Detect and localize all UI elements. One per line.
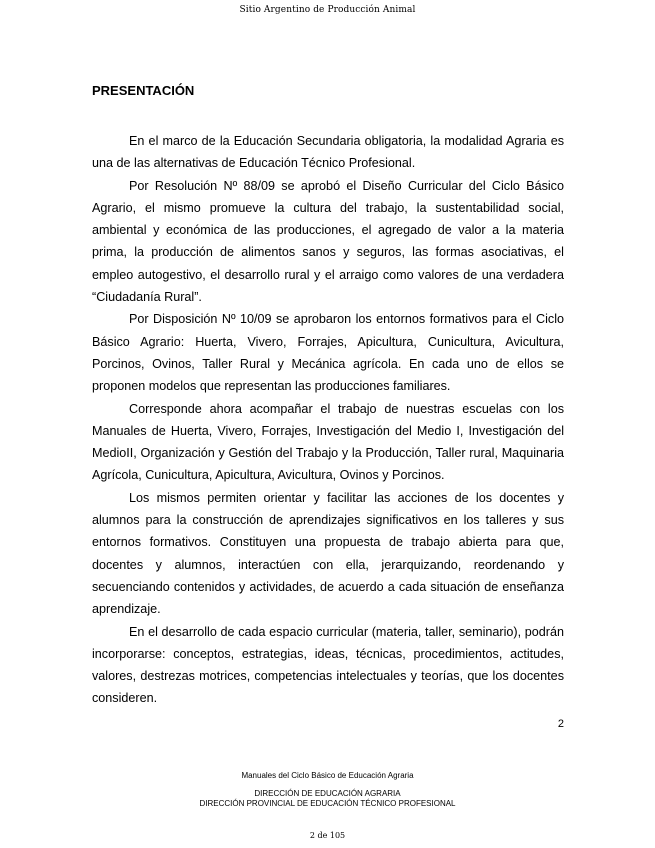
paragraph-4: Corresponde ahora acompañar el trabajo de nuestras escuelas con los Manuales de Huerta, Vivero, Forrajes, Investigación del Medio I, Investigación del MedioII, Organización y Gestión del Trabajo y la Producción, Taller rural, Maquinaria Agrícola, Cunicultura, Apicultura, Avicultura, Ovinos y Porcinos. <box>92 401 564 483</box>
paragraph-6: En el desarrollo de cada espacio curricular (materia, taller, seminario), podrán incorporarse: conceptos, estrategias, ideas, técnicas, procedimientos, actitudes, valores, destrezas motrices, competencias intelectuales y teorías, que los docentes consideren. <box>92 624 564 706</box>
paragraph-1: En el marco de la Educación Secundaria obligatoria, la modalidad Agraria es una de las alternativas de Educación Técnico Profesional. <box>92 134 564 171</box>
page-number: 2 <box>557 718 564 730</box>
paragraph-3: Por Disposición Nº 10/09 se aprobaron los entornos formativos para el Ciclo Básico Agrario: Huerta, Vivero, Forrajes, Apicultura, Cunicultura, Avicultura, Porcinos, Ovinos, Taller Rural y Mecánica agrícola. En cada uno de ellos se proponen modelos que representan las producciones familiares. <box>92 312 564 394</box>
paragraph-5: Los mismos permiten orientar y facilitar las acciones de los docentes y alumnos para la construcción de aprendizajes significativos en los talleres y sus entornos formativos. Constituyen una propuesta de trabajo abierta para que, docentes y alumnos, interactúen con ella, jerarquizando, reordenando y secuenciando contenidos y actividades, de acuerdo a cada situación de enseñanza aprendizaje. <box>92 490 564 617</box>
site-header: Sitio Argentino de Producción Animal <box>239 5 416 15</box>
footer-direction-provincial: DIRECCIÓN PROVINCIAL DE EDUCACIÓN TÉCNICO PROFESIONAL <box>199 799 456 808</box>
document-body <box>92 130 564 710</box>
page-title: PRESENTACIÓN <box>92 83 195 98</box>
footer-direction-agraria: DIRECCIÓN DE EDUCACIÓN AGRARIA <box>254 789 401 798</box>
paragraph-2: Por Resolución Nº 88/09 se aprobó el Diseño Curricular del Ciclo Básico Agrario, el mismo promueve la cultura del trabajo, la sustentabilidad social, ambiental y económica de las producciones, el agregado de valor a la materia prima, la producción de alimentos sanos y seguros, las formas asociativas, el empleo autogestivo, el desarrollo rural y el arraigo como valores de una verdadera “Ciudadanía Rural”. <box>92 178 564 305</box>
pagination-label: 2 de 105 <box>309 831 346 840</box>
footer-manual-title: Manuales del Ciclo Básico de Educación Agraria <box>241 771 414 780</box>
